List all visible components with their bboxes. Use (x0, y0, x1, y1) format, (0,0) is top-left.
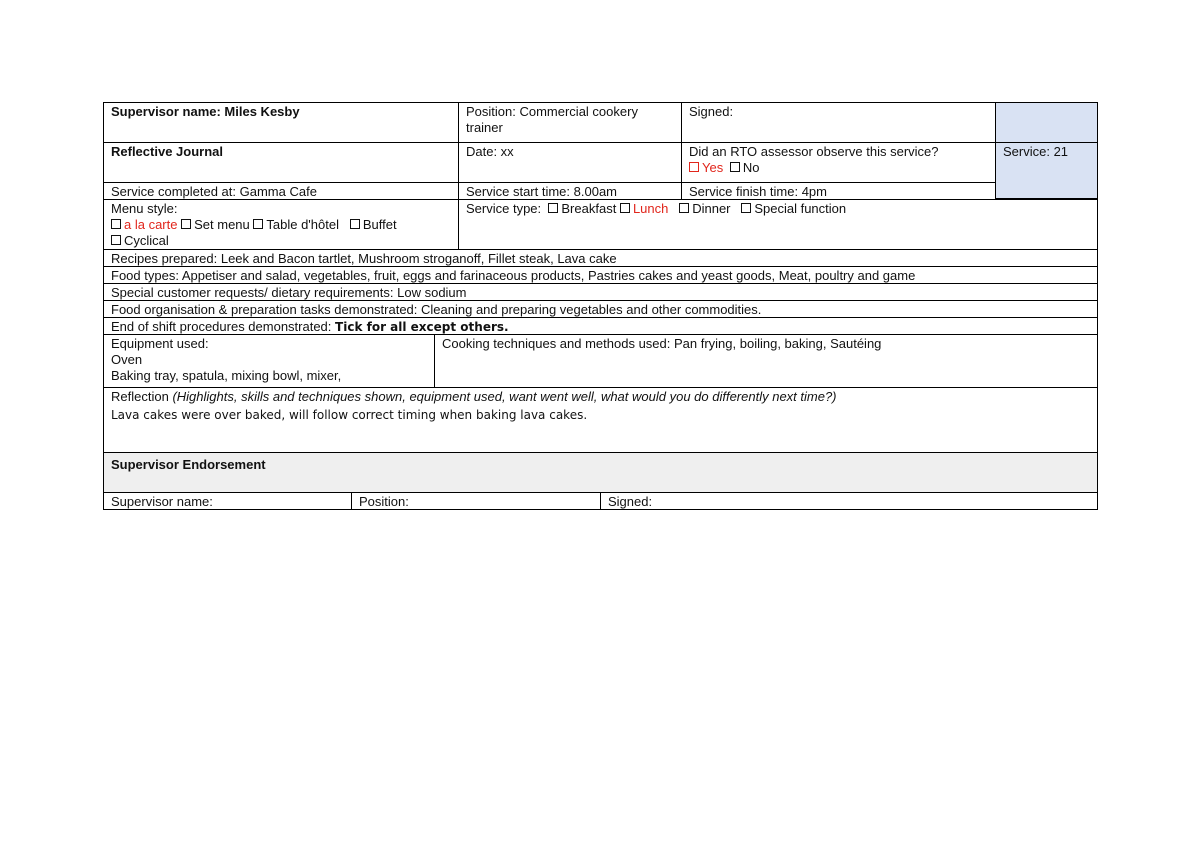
equipment-cell (103, 334, 435, 388)
service-finish-time: Service finish time: 4pm (689, 184, 827, 199)
endorse-position-cell (351, 492, 601, 510)
date-text: Date: xx (466, 144, 514, 159)
reflective-journal-title: Reflective Journal (111, 144, 223, 159)
menu-option-table-dhotel: Table d'hôtel (266, 217, 339, 232)
service-option-dinner: Dinner (692, 201, 731, 216)
service-finish-cell (681, 182, 996, 200)
checkbox-lunch[interactable] (620, 203, 630, 213)
service-number: Service: 21 (1003, 144, 1069, 159)
supervisor-name: Supervisor name: Miles Kesby (111, 104, 300, 119)
end-of-shift-row (103, 317, 1098, 335)
special-requests-row (103, 283, 1098, 301)
checkbox-set-menu[interactable] (181, 219, 191, 229)
service-start-cell (458, 182, 682, 200)
service-start-time: Service start time: 8.00am (466, 184, 617, 199)
food-types: Food types: Appetiser and salad, vegetables, fruit, eggs and farinaceous products, Pastries cakes and yeast goods, Meat, poultry and game (111, 268, 916, 283)
service-blank-cell (995, 102, 1098, 143)
reflection-hint: (Highlights, skills and techniques shown, equipment used, want went well, what would you do differently next time?) (172, 389, 837, 404)
menu-style-cell (103, 199, 459, 250)
service-option-special-function: Special function (754, 201, 847, 216)
endorse-signed: Signed: (608, 494, 653, 509)
food-types-row (103, 266, 1098, 284)
menu-option-buffet: Buffet (362, 217, 397, 232)
checkbox-special-function[interactable] (741, 203, 751, 213)
date-cell (458, 142, 682, 183)
service-option-lunch: Lunch (632, 201, 669, 216)
end-of-shift-label: End of shift procedures demonstrated: (111, 319, 332, 334)
supervisor-endorsement-title: Supervisor Endorsement (111, 457, 266, 472)
menu-option-a-la-carte: a la carte (124, 217, 178, 232)
signed-label: Signed: (689, 104, 734, 119)
service-number-cell (995, 142, 1098, 199)
reflection-cell (103, 387, 1098, 453)
menu-option-cyclical: Cyclical (124, 233, 169, 248)
position-cell (458, 102, 682, 143)
supervisor-endorsement-cell (103, 452, 1098, 493)
checkbox-dinner[interactable] (679, 203, 689, 213)
special-requests: Special customer requests/ dietary requirements: Low sodium (111, 285, 467, 300)
endorse-supervisor-name: Supervisor name: (111, 494, 213, 509)
end-of-shift-value: Tick for all except others. (335, 320, 509, 334)
recipes-row (103, 249, 1098, 267)
cooking-techniques: Cooking techniques and methods used: Pan frying, boiling, baking, Sautéing (442, 336, 882, 351)
service-option-breakfast: Breakfast (561, 201, 617, 216)
rto-question: Did an RTO assessor observe this service? (689, 144, 939, 159)
signed-cell (681, 102, 996, 143)
checkbox-buffet[interactable] (350, 219, 360, 229)
checkbox-a-la-carte[interactable] (111, 219, 121, 229)
checkbox-cyclical[interactable] (111, 235, 121, 245)
reflective-journal-cell (103, 142, 459, 183)
food-organisation-row (103, 300, 1098, 318)
service-completed-at: Service completed at: Gamma Cafe (111, 184, 317, 199)
supervisor-name-cell (103, 102, 459, 143)
cooking-techniques-cell (434, 334, 1098, 388)
service-type-cell (458, 199, 1098, 250)
endorse-signed-cell (600, 492, 1098, 510)
service-completed-cell (103, 182, 459, 200)
reflection-label: Reflection (111, 389, 169, 404)
equipment-label: Equipment used: (111, 336, 209, 351)
recipes-prepared: Recipes prepared: Leek and Bacon tartlet, Mushroom stroganoff, Fillet steak, Lava cake (111, 251, 617, 266)
menu-option-set-menu: Set menu (194, 217, 250, 232)
endorse-position: Position: (359, 494, 409, 509)
reflection-answer: Lava cakes were over baked, will follow correct timing when baking lava cakes. (111, 408, 588, 422)
checkbox-table-dhotel[interactable] (253, 219, 263, 229)
endorse-supervisor-name-cell (103, 492, 352, 510)
food-organisation: Food organisation & preparation tasks demonstrated: Cleaning and preparing vegetables and other commodities. (111, 302, 762, 317)
position-text: Position: Commercial cookery trainer (466, 104, 638, 135)
equipment-line-oven: Oven (111, 352, 143, 367)
equipment-line-tools: Baking tray, spatula, mixing bowl, mixer, (111, 368, 342, 383)
menu-style-label: Menu style: (111, 201, 178, 216)
checkbox-rto-yes[interactable] (689, 162, 699, 172)
rto-no-label: No (742, 160, 760, 175)
checkbox-breakfast[interactable] (548, 203, 558, 213)
rto-yes-label: Yes (702, 160, 724, 175)
service-type-label: Service type: (466, 201, 542, 216)
checkbox-rto-no[interactable] (730, 162, 740, 172)
rto-cell (681, 142, 996, 183)
